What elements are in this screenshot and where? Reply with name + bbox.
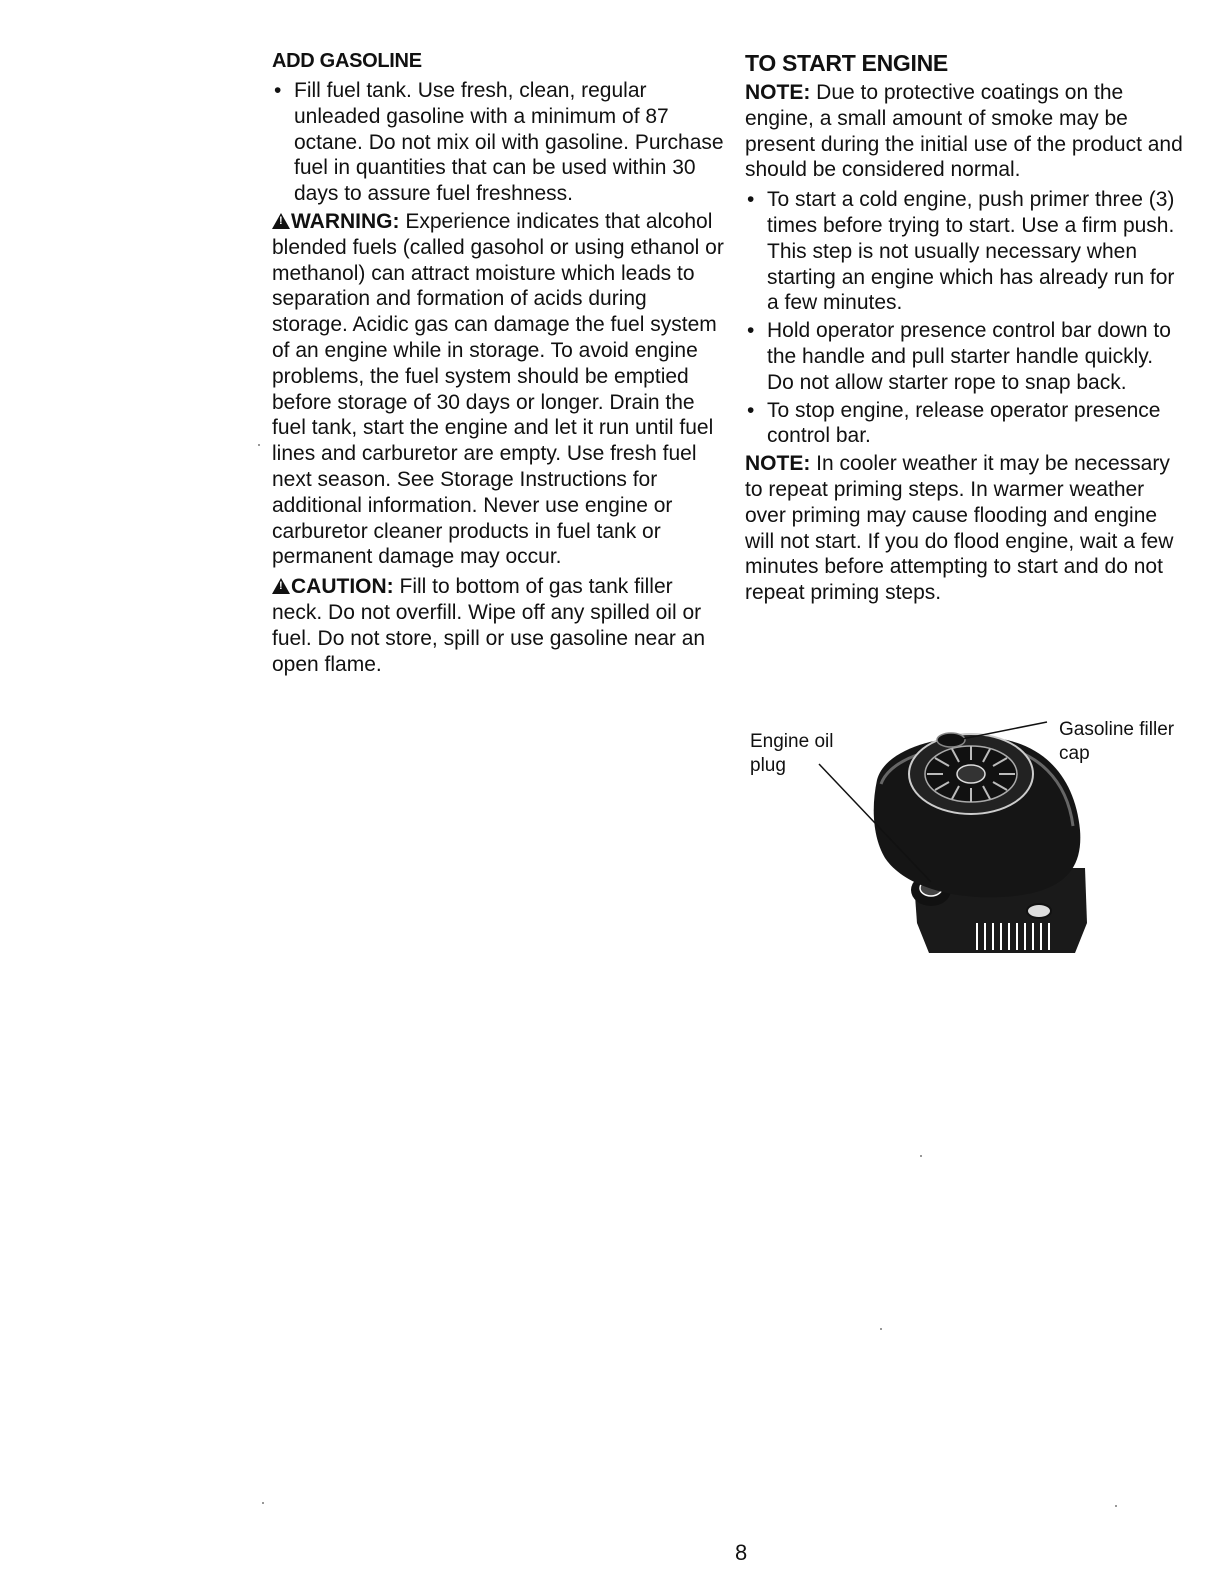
- start-engine-steps: [745, 187, 1185, 449]
- add-gasoline-section: [272, 48, 724, 681]
- add-gasoline-heading: ADD GASOLINE: [272, 50, 422, 72]
- warning-block: [272, 209, 724, 570]
- warning-label: WARNING:: [291, 209, 400, 233]
- cold-start-text: To start a cold engine, push primer three (3) times before trying to start. Use a firm push. This step is not usually necessary when starting an engine which has already run for a few minutes.: [767, 188, 1175, 315]
- scan-speck: [1115, 1505, 1117, 1507]
- caution-triangle-icon: [272, 578, 290, 594]
- caution-block: [272, 574, 724, 677]
- scan-speck: [262, 1502, 264, 1504]
- stop-engine-text: To stop engine, release operator presence control bar.: [767, 398, 1161, 448]
- engine-figure: [745, 718, 1195, 968]
- gasoline-filler-cap-label: Gasoline filler cap: [1059, 719, 1175, 764]
- list-item: [745, 398, 1185, 450]
- note-text: In cooler weather it may be necessary to repeat priming steps. In warmer weather over priming may cause flooding and engine will not start. If you do flood engine, wait a few minutes before attempting to start and do not repeat priming steps.: [745, 452, 1174, 605]
- caution-text: Fill to bottom of gas tank filler neck. Do not overfill. Wipe off any spilled oil or fuel. Do not store, spill or use gasoline near an open flame.: [272, 575, 706, 676]
- bullet-icon: •: [274, 79, 282, 102]
- add-gasoline-list: [272, 78, 724, 207]
- bullet-icon: •: [747, 398, 755, 422]
- list-item: [745, 318, 1185, 395]
- caution-label: CAUTION:: [291, 575, 394, 599]
- bullet-icon: •: [747, 319, 755, 343]
- start-engine-heading: TO START ENGINE: [745, 50, 948, 76]
- warning-triangle-icon: [272, 213, 290, 229]
- note-protective-coatings: [745, 80, 1185, 183]
- note-label: NOTE:: [745, 452, 811, 476]
- note-text: Due to protective coatings on the engine, a small amount of smoke may be present during the initial use of the product and should be considered normal.: [745, 81, 1183, 182]
- scan-speck: [920, 1155, 922, 1157]
- pull-starter-text: Hold operator presence control bar down to the handle and pull starter handle quickly. Do not allow starter rope to snap back.: [767, 319, 1171, 394]
- fill-fuel-text: Fill fuel tank. Use fresh, clean, regular unleaded gasoline with a minimum of 87 octane. Do not mix oil with gasoline. Purchase fuel in quantities that can be used within 30 days to assure fuel freshness.: [294, 79, 724, 206]
- list-item: [745, 187, 1185, 316]
- note-priming: [745, 451, 1185, 606]
- bullet-icon: •: [747, 188, 755, 212]
- scan-speck: [258, 444, 260, 446]
- note-label: NOTE:: [745, 81, 811, 104]
- scan-speck: [880, 1328, 882, 1330]
- list-item: [272, 78, 724, 207]
- engine-oil-plug-label: Engine oil plug: [750, 731, 834, 776]
- page-number: 8: [735, 1540, 748, 1565]
- start-engine-section: [745, 48, 1185, 610]
- warning-text: Experience indicates that alcohol blended fuels (called gasohol or using ethanol or methanol) can attract moisture which leads to separation and formation of acids during storage. Acidic gas can damage the fuel system of an engine while in storage. To avoid engine problems, the fuel system should be emptied before storage of 30 days or longer. Drain the fuel tank, start the engine and let it run until fuel lines and carburetor are empty. Use fresh fuel next season. See Storage Instructions for additional information. Never use engine or carburetor cleaner products in fuel tank or permanent damage may occur.: [272, 209, 724, 569]
